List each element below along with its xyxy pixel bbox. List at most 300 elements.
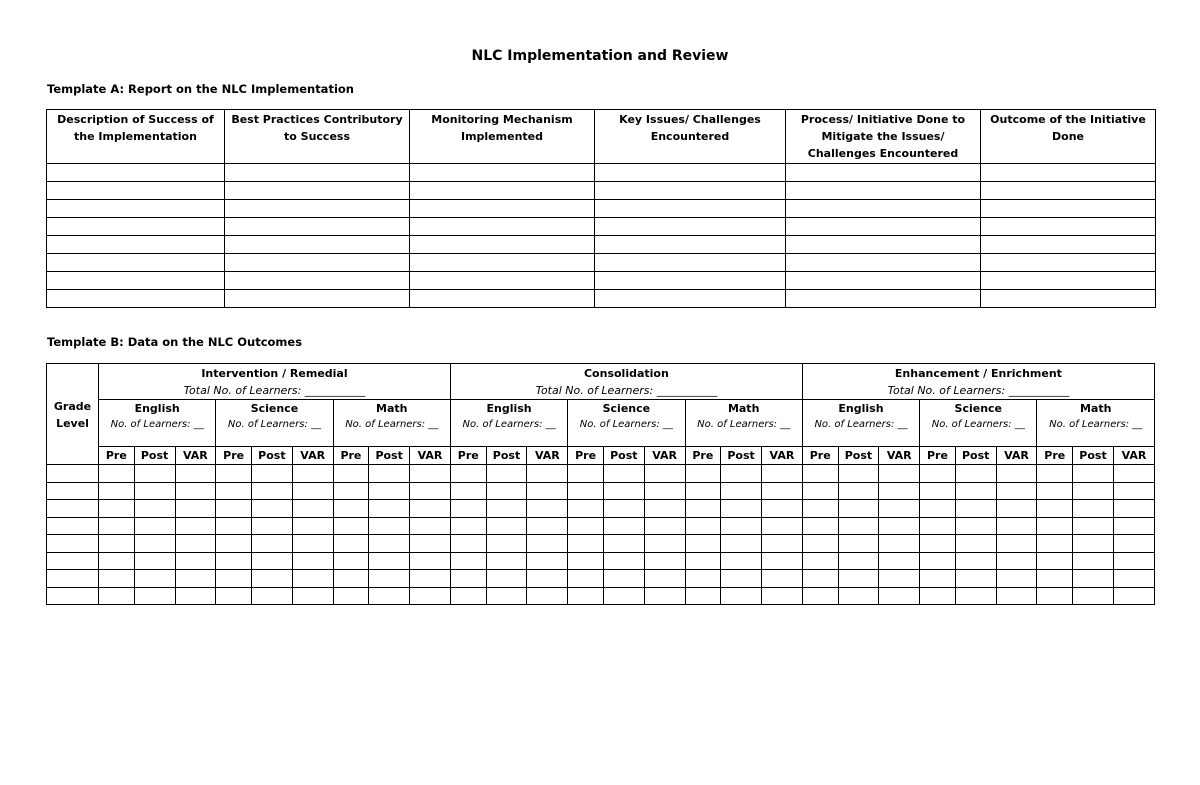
- empty-cell[interactable]: [1073, 517, 1114, 535]
- empty-cell[interactable]: [955, 517, 996, 535]
- empty-cell[interactable]: [527, 465, 568, 483]
- empty-cell[interactable]: [1037, 587, 1073, 605]
- empty-cell[interactable]: [1073, 535, 1114, 553]
- empty-cell[interactable]: [134, 552, 175, 570]
- empty-cell[interactable]: [486, 552, 527, 570]
- empty-cell[interactable]: [175, 535, 216, 553]
- empty-cell[interactable]: [802, 500, 838, 518]
- empty-cell[interactable]: [1073, 465, 1114, 483]
- empty-cell[interactable]: [802, 552, 838, 570]
- empty-cell[interactable]: [410, 236, 595, 254]
- empty-cell[interactable]: [644, 482, 685, 500]
- empty-cell[interactable]: [996, 535, 1037, 553]
- empty-cell[interactable]: [369, 570, 410, 588]
- empty-cell[interactable]: [410, 272, 595, 290]
- table-row: [47, 482, 1155, 500]
- empty-cell[interactable]: [410, 482, 451, 500]
- empty-cell[interactable]: [879, 552, 920, 570]
- empty-cell[interactable]: [568, 482, 604, 500]
- empty-cell[interactable]: [838, 465, 879, 483]
- empty-cell[interactable]: [1037, 517, 1073, 535]
- empty-cell[interactable]: [333, 500, 369, 518]
- empty-cell[interactable]: [369, 587, 410, 605]
- empty-cell[interactable]: [450, 535, 486, 553]
- empty-cell[interactable]: [721, 552, 762, 570]
- empty-cell[interactable]: [292, 517, 333, 535]
- empty-cell[interactable]: [216, 587, 252, 605]
- empty-cell[interactable]: [685, 500, 721, 518]
- empty-cell[interactable]: [333, 552, 369, 570]
- empty-cell[interactable]: [1113, 552, 1154, 570]
- empty-cell[interactable]: [802, 517, 838, 535]
- empty-cell[interactable]: [410, 587, 451, 605]
- empty-cell[interactable]: [981, 218, 1156, 236]
- empty-cell[interactable]: [1073, 482, 1114, 500]
- empty-cell[interactable]: [99, 482, 135, 500]
- empty-cell[interactable]: [955, 465, 996, 483]
- empty-cell[interactable]: [175, 465, 216, 483]
- empty-cell[interactable]: [996, 500, 1037, 518]
- empty-cell[interactable]: [802, 570, 838, 588]
- empty-cell[interactable]: [981, 200, 1156, 218]
- empty-cell[interactable]: [721, 587, 762, 605]
- empty-cell[interactable]: [955, 535, 996, 553]
- empty-cell[interactable]: [175, 552, 216, 570]
- empty-cell[interactable]: [225, 164, 410, 182]
- empty-cell[interactable]: [761, 587, 802, 605]
- column-header-post: Post: [486, 447, 527, 465]
- empty-cell[interactable]: [47, 290, 225, 308]
- empty-cell[interactable]: [292, 570, 333, 588]
- empty-cell[interactable]: [369, 482, 410, 500]
- empty-cell[interactable]: [333, 535, 369, 553]
- empty-cell[interactable]: [292, 482, 333, 500]
- column-header-pre: Pre: [99, 447, 135, 465]
- empty-cell[interactable]: [47, 254, 225, 272]
- empty-cell[interactable]: [175, 570, 216, 588]
- empty-cell[interactable]: [955, 587, 996, 605]
- empty-cell[interactable]: [1113, 500, 1154, 518]
- empty-cell[interactable]: [786, 218, 981, 236]
- empty-cell[interactable]: [225, 236, 410, 254]
- column-header-post: Post: [1073, 447, 1114, 465]
- header-description-of-success: Description of Success of the Implementation: [47, 110, 225, 164]
- subject-learners: No. of Learners: __: [227, 419, 321, 430]
- empty-cell[interactable]: [920, 482, 956, 500]
- empty-cell[interactable]: [568, 517, 604, 535]
- empty-cell[interactable]: [685, 482, 721, 500]
- empty-cell[interactable]: [225, 218, 410, 236]
- empty-cell[interactable]: [1113, 517, 1154, 535]
- empty-cell[interactable]: [838, 517, 879, 535]
- empty-cell[interactable]: [134, 587, 175, 605]
- empty-cell[interactable]: [920, 552, 956, 570]
- empty-cell[interactable]: [292, 500, 333, 518]
- empty-cell[interactable]: [527, 535, 568, 553]
- empty-cell[interactable]: [603, 570, 644, 588]
- empty-cell[interactable]: [981, 272, 1156, 290]
- empty-cell[interactable]: [1113, 465, 1154, 483]
- empty-cell[interactable]: [333, 517, 369, 535]
- empty-cell[interactable]: [47, 535, 99, 553]
- empty-cell[interactable]: [802, 482, 838, 500]
- empty-cell[interactable]: [761, 482, 802, 500]
- empty-cell[interactable]: [450, 517, 486, 535]
- empty-cell[interactable]: [369, 465, 410, 483]
- empty-cell[interactable]: [996, 570, 1037, 588]
- empty-cell[interactable]: [644, 552, 685, 570]
- empty-cell[interactable]: [1113, 570, 1154, 588]
- empty-cell[interactable]: [134, 570, 175, 588]
- empty-cell[interactable]: [996, 517, 1037, 535]
- group-name: Enhancement / Enrichment: [894, 367, 1062, 380]
- empty-cell[interactable]: [721, 500, 762, 518]
- empty-cell[interactable]: [981, 182, 1156, 200]
- column-header-pre: Pre: [568, 447, 604, 465]
- column-header-var: VAR: [761, 447, 802, 465]
- empty-cell[interactable]: [410, 517, 451, 535]
- column-header-pre: Pre: [802, 447, 838, 465]
- empty-cell[interactable]: [595, 218, 786, 236]
- empty-cell[interactable]: [175, 517, 216, 535]
- subject-learners: No. of Learners: __: [110, 419, 204, 430]
- column-header-var: VAR: [175, 447, 216, 465]
- empty-cell[interactable]: [996, 465, 1037, 483]
- empty-cell[interactable]: [225, 182, 410, 200]
- empty-cell[interactable]: [527, 500, 568, 518]
- empty-cell[interactable]: [1073, 500, 1114, 518]
- empty-cell[interactable]: [450, 552, 486, 570]
- empty-cell[interactable]: [333, 482, 369, 500]
- empty-cell[interactable]: [527, 517, 568, 535]
- empty-cell[interactable]: [134, 482, 175, 500]
- subject-header-science: [920, 400, 1037, 447]
- empty-cell[interactable]: [981, 254, 1156, 272]
- empty-cell[interactable]: [644, 535, 685, 553]
- empty-cell[interactable]: [99, 552, 135, 570]
- empty-cell[interactable]: [1037, 482, 1073, 500]
- empty-cell[interactable]: [251, 465, 292, 483]
- empty-cell[interactable]: [721, 465, 762, 483]
- empty-cell[interactable]: [216, 570, 252, 588]
- empty-cell[interactable]: [568, 465, 604, 483]
- empty-cell[interactable]: [134, 500, 175, 518]
- empty-cell[interactable]: [410, 254, 595, 272]
- empty-cell[interactable]: [879, 535, 920, 553]
- column-header-pre: Pre: [1037, 447, 1073, 465]
- empty-cell[interactable]: [786, 164, 981, 182]
- empty-cell[interactable]: [410, 552, 451, 570]
- empty-cell[interactable]: [450, 465, 486, 483]
- empty-cell[interactable]: [603, 500, 644, 518]
- empty-cell[interactable]: [644, 587, 685, 605]
- empty-cell[interactable]: [410, 535, 451, 553]
- empty-cell[interactable]: [595, 236, 786, 254]
- empty-cell[interactable]: [410, 500, 451, 518]
- empty-cell[interactable]: [920, 535, 956, 553]
- empty-cell[interactable]: [879, 482, 920, 500]
- empty-cell[interactable]: [99, 587, 135, 605]
- column-header-var: VAR: [527, 447, 568, 465]
- empty-cell[interactable]: [251, 552, 292, 570]
- empty-cell[interactable]: [568, 570, 604, 588]
- empty-cell[interactable]: [603, 587, 644, 605]
- empty-cell[interactable]: [838, 552, 879, 570]
- empty-cell[interactable]: [761, 517, 802, 535]
- empty-cell[interactable]: [251, 517, 292, 535]
- empty-cell[interactable]: [920, 517, 956, 535]
- empty-cell[interactable]: [333, 465, 369, 483]
- empty-cell[interactable]: [996, 552, 1037, 570]
- subject-header-english: [802, 400, 919, 447]
- empty-cell[interactable]: [410, 290, 595, 308]
- empty-cell[interactable]: [410, 570, 451, 588]
- empty-cell[interactable]: [333, 570, 369, 588]
- empty-cell[interactable]: [225, 200, 410, 218]
- empty-cell[interactable]: [1073, 587, 1114, 605]
- empty-cell[interactable]: [685, 552, 721, 570]
- empty-cell[interactable]: [369, 517, 410, 535]
- empty-cell[interactable]: [568, 535, 604, 553]
- empty-cell[interactable]: [486, 465, 527, 483]
- empty-cell[interactable]: [603, 465, 644, 483]
- empty-cell[interactable]: [369, 500, 410, 518]
- empty-cell[interactable]: [955, 482, 996, 500]
- empty-cell[interactable]: [838, 535, 879, 553]
- empty-cell[interactable]: [1037, 465, 1073, 483]
- empty-cell[interactable]: [1037, 570, 1073, 588]
- empty-cell[interactable]: [369, 535, 410, 553]
- empty-cell[interactable]: [450, 570, 486, 588]
- empty-cell[interactable]: [761, 570, 802, 588]
- empty-cell[interactable]: [981, 164, 1156, 182]
- empty-cell[interactable]: [450, 587, 486, 605]
- empty-cell[interactable]: [996, 587, 1037, 605]
- empty-cell[interactable]: [410, 218, 595, 236]
- empty-cell[interactable]: [595, 272, 786, 290]
- empty-cell[interactable]: [486, 570, 527, 588]
- empty-cell[interactable]: [879, 517, 920, 535]
- empty-cell[interactable]: [410, 182, 595, 200]
- empty-cell[interactable]: [410, 200, 595, 218]
- empty-cell[interactable]: [786, 254, 981, 272]
- empty-cell[interactable]: [920, 500, 956, 518]
- empty-cell[interactable]: [450, 482, 486, 500]
- empty-cell[interactable]: [761, 535, 802, 553]
- empty-cell[interactable]: [251, 535, 292, 553]
- group-total-learners: Total No. of Learners: ___________: [183, 384, 366, 397]
- empty-cell[interactable]: [486, 500, 527, 518]
- empty-cell[interactable]: [786, 236, 981, 254]
- empty-cell[interactable]: [685, 535, 721, 553]
- empty-cell[interactable]: [292, 587, 333, 605]
- empty-cell[interactable]: [595, 164, 786, 182]
- empty-cell[interactable]: [802, 587, 838, 605]
- empty-cell[interactable]: [955, 552, 996, 570]
- empty-cell[interactable]: [47, 500, 99, 518]
- empty-cell[interactable]: [685, 465, 721, 483]
- column-header-post: Post: [603, 447, 644, 465]
- subject-header-math: [333, 400, 450, 447]
- empty-cell[interactable]: [1113, 535, 1154, 553]
- empty-cell[interactable]: [721, 517, 762, 535]
- empty-cell[interactable]: [410, 465, 451, 483]
- empty-cell[interactable]: [175, 482, 216, 500]
- empty-cell[interactable]: [603, 552, 644, 570]
- empty-cell[interactable]: [1073, 570, 1114, 588]
- empty-cell[interactable]: [292, 465, 333, 483]
- empty-cell[interactable]: [1037, 552, 1073, 570]
- empty-cell[interactable]: [920, 570, 956, 588]
- empty-cell[interactable]: [879, 465, 920, 483]
- empty-cell[interactable]: [595, 200, 786, 218]
- empty-cell[interactable]: [786, 200, 981, 218]
- empty-cell[interactable]: [216, 552, 252, 570]
- empty-cell[interactable]: [838, 500, 879, 518]
- empty-cell[interactable]: [761, 465, 802, 483]
- empty-cell[interactable]: [251, 587, 292, 605]
- empty-cell[interactable]: [838, 482, 879, 500]
- column-header-var: VAR: [292, 447, 333, 465]
- empty-cell[interactable]: [920, 587, 956, 605]
- empty-cell[interactable]: [879, 570, 920, 588]
- empty-cell[interactable]: [838, 570, 879, 588]
- empty-cell[interactable]: [838, 587, 879, 605]
- empty-cell[interactable]: [802, 535, 838, 553]
- empty-cell[interactable]: [1037, 500, 1073, 518]
- empty-cell[interactable]: [879, 500, 920, 518]
- empty-cell[interactable]: [644, 500, 685, 518]
- empty-cell[interactable]: [595, 290, 786, 308]
- empty-cell[interactable]: [761, 500, 802, 518]
- empty-cell[interactable]: [47, 164, 225, 182]
- empty-cell[interactable]: [644, 517, 685, 535]
- empty-cell[interactable]: [568, 587, 604, 605]
- empty-cell[interactable]: [644, 570, 685, 588]
- empty-cell[interactable]: [644, 465, 685, 483]
- empty-cell[interactable]: [47, 200, 225, 218]
- empty-cell[interactable]: [568, 500, 604, 518]
- empty-cell[interactable]: [99, 570, 135, 588]
- empty-cell[interactable]: [99, 535, 135, 553]
- empty-cell[interactable]: [603, 535, 644, 553]
- empty-cell[interactable]: [486, 482, 527, 500]
- empty-cell[interactable]: [721, 570, 762, 588]
- empty-cell[interactable]: [99, 465, 135, 483]
- empty-cell[interactable]: [292, 552, 333, 570]
- empty-cell[interactable]: [333, 587, 369, 605]
- empty-cell[interactable]: [175, 500, 216, 518]
- empty-cell[interactable]: [47, 272, 225, 290]
- column-header-pre: Pre: [216, 447, 252, 465]
- empty-cell[interactable]: [450, 500, 486, 518]
- empty-cell[interactable]: [486, 535, 527, 553]
- column-header-var: VAR: [1113, 447, 1154, 465]
- column-header-pre: Pre: [920, 447, 956, 465]
- empty-cell[interactable]: [216, 517, 252, 535]
- empty-cell[interactable]: [134, 535, 175, 553]
- empty-cell[interactable]: [134, 517, 175, 535]
- empty-cell[interactable]: [292, 535, 333, 553]
- subject-name: Math: [376, 402, 408, 415]
- empty-cell[interactable]: [47, 587, 99, 605]
- empty-cell[interactable]: [786, 182, 981, 200]
- empty-cell[interactable]: [410, 164, 595, 182]
- empty-cell[interactable]: [685, 570, 721, 588]
- empty-cell[interactable]: [216, 500, 252, 518]
- column-header-var: VAR: [410, 447, 451, 465]
- empty-cell[interactable]: [47, 552, 99, 570]
- empty-cell[interactable]: [786, 272, 981, 290]
- empty-cell[interactable]: [685, 517, 721, 535]
- empty-cell[interactable]: [568, 552, 604, 570]
- empty-cell[interactable]: [486, 517, 527, 535]
- empty-cell[interactable]: [225, 254, 410, 272]
- empty-cell[interactable]: [47, 465, 99, 483]
- empty-cell[interactable]: [47, 517, 99, 535]
- empty-cell[interactable]: [47, 182, 225, 200]
- empty-cell[interactable]: [99, 517, 135, 535]
- empty-cell[interactable]: [527, 482, 568, 500]
- empty-cell[interactable]: [879, 587, 920, 605]
- empty-cell[interactable]: [786, 290, 981, 308]
- empty-cell[interactable]: [802, 465, 838, 483]
- empty-cell[interactable]: [955, 500, 996, 518]
- empty-cell[interactable]: [225, 290, 410, 308]
- empty-cell[interactable]: [225, 272, 410, 290]
- empty-cell[interactable]: [251, 482, 292, 500]
- subject-name: English: [838, 402, 884, 415]
- empty-cell[interactable]: [47, 570, 99, 588]
- empty-cell[interactable]: [685, 587, 721, 605]
- empty-cell[interactable]: [981, 290, 1156, 308]
- empty-cell[interactable]: [603, 517, 644, 535]
- empty-cell[interactable]: [369, 552, 410, 570]
- empty-cell[interactable]: [996, 482, 1037, 500]
- empty-cell[interactable]: [47, 236, 225, 254]
- empty-cell[interactable]: [955, 570, 996, 588]
- subject-header-math: [1037, 400, 1155, 447]
- empty-cell[interactable]: [721, 535, 762, 553]
- empty-cell[interactable]: [761, 552, 802, 570]
- empty-cell[interactable]: [527, 552, 568, 570]
- empty-cell[interactable]: [134, 465, 175, 483]
- empty-cell[interactable]: [47, 218, 225, 236]
- group-total-learners: Total No. of Learners: ___________: [887, 384, 1070, 397]
- empty-cell[interactable]: [595, 254, 786, 272]
- empty-cell[interactable]: [1113, 587, 1154, 605]
- empty-cell[interactable]: [1073, 552, 1114, 570]
- empty-cell[interactable]: [175, 587, 216, 605]
- empty-cell[interactable]: [1037, 535, 1073, 553]
- empty-cell[interactable]: [603, 482, 644, 500]
- empty-cell[interactable]: [486, 587, 527, 605]
- empty-cell[interactable]: [251, 570, 292, 588]
- empty-cell[interactable]: [1113, 482, 1154, 500]
- empty-cell[interactable]: [595, 182, 786, 200]
- empty-cell[interactable]: [920, 465, 956, 483]
- empty-cell[interactable]: [527, 570, 568, 588]
- empty-cell[interactable]: [216, 482, 252, 500]
- empty-cell[interactable]: [216, 535, 252, 553]
- empty-cell[interactable]: [47, 482, 99, 500]
- empty-cell[interactable]: [251, 500, 292, 518]
- empty-cell[interactable]: [527, 587, 568, 605]
- empty-cell[interactable]: [99, 500, 135, 518]
- empty-cell[interactable]: [981, 236, 1156, 254]
- empty-cell[interactable]: [721, 482, 762, 500]
- empty-cell[interactable]: [216, 465, 252, 483]
